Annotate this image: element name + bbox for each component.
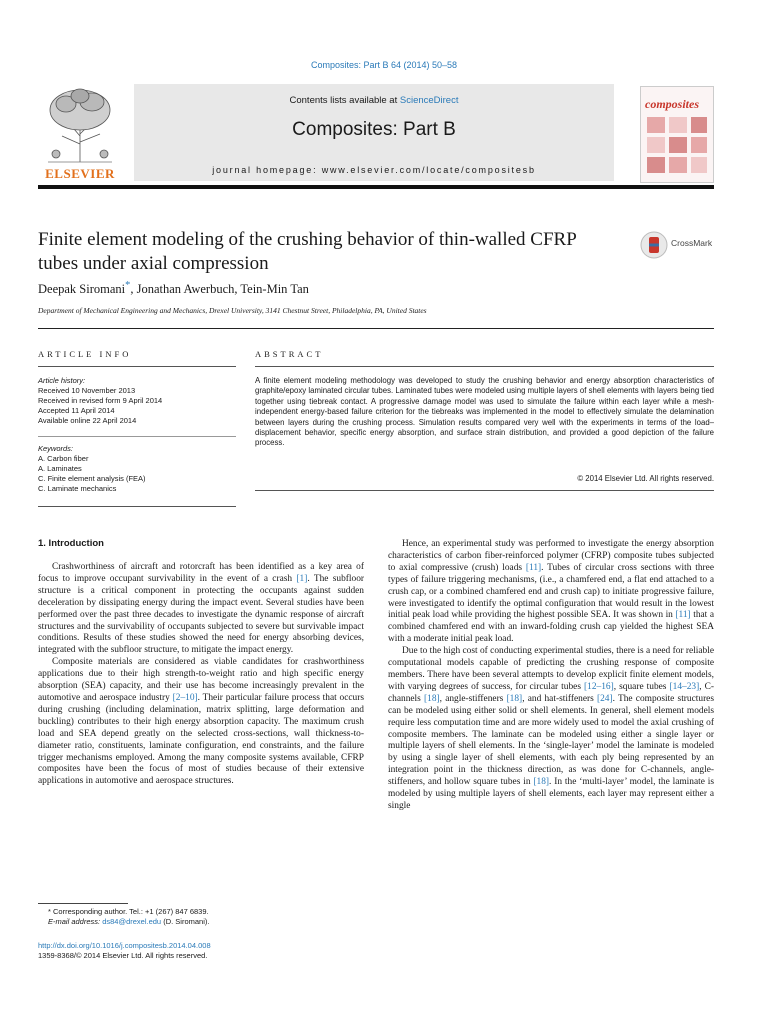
crossmark-icon [640,231,668,259]
paragraph-text: . In the ‘multi-layer’ model, the laminate is modeled by using multiple layers of shell elements, each layer may represent either a single [388,777,714,811]
reference-link[interactable]: [11] [675,610,691,621]
email-label: E-mail address: [48,917,101,926]
footnote-text: Corresponding author. Tel.: +1 (267) 847 6839. [53,907,209,916]
keyword-item: A. Carbon fiber [38,454,89,463]
journal-citation[interactable]: Composites: Part B 64 (2014) 50–58 [310,60,458,70]
contents-prefix: Contents lists available at [289,95,400,106]
history-item: Received 10 November 2013 [38,386,136,395]
body-column-left [38,562,364,788]
abstract-heading: ABSTRACT [255,349,324,359]
paragraph [388,646,714,813]
keyword-item: C. Finite element analysis (FEA) [38,474,146,483]
paragraph-text: , and hat-stiffeners [522,693,597,704]
affiliation: Department of Mechanical Engineering and Mechanics, Drexel University, 3141 Chestnut Street, Philadelphia, PA, United States [38,306,427,315]
article-history [38,376,236,426]
doi-block [38,941,211,961]
reference-link[interactable]: [18] [424,693,440,704]
abstract-copyright: © 2014 Elsevier Ltd. All rights reserved. [577,474,714,483]
issn-line: 1359-8368/© 2014 Elsevier Ltd. All rights reserved. [38,951,208,960]
reference-link[interactable]: [14–23] [669,681,700,692]
paragraph-text: Hence, an experimental study was performed to investigate the energy absorption characteristics of carbon fiber-reinforced polymer (CFRP) composite tubes subjected to axial compressive (crush) loads [388,539,714,573]
crossmark-badge[interactable] [640,230,716,260]
abstract-bottom-rule [255,490,714,491]
abstract-rule [255,366,714,367]
reference-link[interactable]: [18] [533,777,550,788]
elsevier-wordmark: ELSEVIER [45,166,115,181]
paragraph-text: . Tubes of circular cross sections with three types of failure triggering mechanisms, (i.e., a chamfered end, a flat end attached to a crush cap, or a combined chamfered end and crush cap) to initiate progressive failure, were investigated to identify the optimal configuration that would result in the lowest initial peak load while providing the highest possible SEA. It was shown in [388,562,714,621]
paragraph-text: that a combined chamfered end with an inward-folding crush cap yielded the highest SEA with a moderate initial peak load. [388,610,714,645]
author-list [38,280,309,297]
contents-line [134,95,614,106]
footnote-rule [38,903,128,904]
reference-link[interactable]: [2–10] [172,692,198,703]
paragraph-text: , square tubes [613,681,670,692]
paragraph-text: , angle-stiffeners [439,693,507,704]
paragraph-text: Crashworthiness of aircraft and rotorcraft has been identified as a key area of focus to improve occupant survivability in the event of a crash [38,562,364,584]
reference-link[interactable]: [18] [506,693,523,704]
history-label: Article history: [38,376,86,385]
footnote [38,907,364,927]
paragraph [388,539,714,646]
journal-homepage[interactable]: journal homepage: www.elsevier.com/locate/compositesb [212,165,536,175]
author-names: , Jonathan Awerbuch, Tein-Min Tan [130,282,309,297]
history-item: Available online 22 April 2014 [38,416,137,425]
reference-link[interactable]: [12–16] [584,681,614,692]
keywords-rule [38,436,236,437]
footnote-mark: * [48,907,51,916]
reference-link[interactable]: [1] [296,573,308,584]
section-heading: 1. Introduction [38,538,104,549]
abstract-text: A finite element modeling methodology was developed to study the crushing behavior and energy absorption characteristics of graphite/epoxy laminated circular tubes. Laminated tubes were modeled using multiple layers of shell elements with layers being tied together using tiebreak contact. A progressive damage model was used to simulate the failure within each layer while a mesh-independent energy-based failure criterion for the tiebreaks was implemented in the model to effectively simulate the delamination between layers during the crushing process. Simulation results compared very well with the experiments in terms of the load–displacement behavior, specific energy absorption, and surface strain distribution, and provided a good depiction of the failure process. [255,376,714,448]
article-info-rule [38,366,236,367]
paragraph-text: . The composite structures can be modeled using either solid or shell elements. In general, shell element models require less computation time and are more widely used to model the axial crushing of composite members. The laminate can be modeled using either a single layer or multiple layers of shell elements. In the ‘single-layer’ model the laminate is modeled by using a single layer of shell elements, with each ply being represented by an integration point in the thickness direction, as was done for C-channels, angle-stiffeners, and hollow square tubes in [388,693,714,788]
article-info-bottom-rule [38,506,236,507]
corresponding-author-mark[interactable]: * [125,280,131,291]
keywords-label: Keywords: [38,444,74,453]
journal-title: Composites: Part B [292,119,456,140]
paragraph [38,657,364,788]
paragraph-text: Composite materials are considered as viable candidates for crashworthiness applications due to their high strength-to-weight ratio and high specific energy absorption (SEA) capacity, and their use has become increasingly prevalent in the automotive and aerospace industry [38,657,364,703]
article-info-heading: ARTICLE INFO [38,349,132,359]
reference-link[interactable]: [11] [525,562,542,573]
history-item: Accepted 11 April 2014 [38,406,115,415]
title-rule [38,328,714,329]
paragraph-text: , C-channels [388,681,714,704]
keyword-item: A. Laminates [38,464,82,473]
history-item: Received in revised form 9 April 2014 [38,396,163,405]
author-name[interactable]: Deepak Siromani [38,282,126,297]
email-link[interactable]: ds84@drexel.edu [102,917,162,926]
email-suffix: (D. Siromani). [161,917,210,926]
body-column-right [388,539,714,813]
keyword-item: C. Laminate mechanics [38,484,117,493]
journal-cover-thumbnail[interactable] [640,86,714,183]
reference-link[interactable]: [24] [597,693,613,704]
paragraph-text: . Their particular failure process that occurs during crushing (including delamination, matrix splitting, large deformation and buckling) contributes to their high energy absorption capacity. The maximum crush load and SEA depend greatly on the selected cross-sections, wall thickness-to-diameter ratio, constituents, laminate configuration, end constraints, and the failure trigger mechanisms employed. Among the many composite systems available, CFRP composites have been the focus of most of studies because of their extensive applications in automotive and aerospace structures. [38,692,364,787]
paragraph [38,562,364,657]
cover-logo: composites [645,97,699,111]
paragraph-text: . The subfloor structure is a critical component in protecting the occupants against sudden deceleration by dissipating energy during the impact event. Several studies have been performed over the past three decades to investigate the dynamic response of aircraft structures and the survivability of occupants subjected to severe but survivable impact conditions. Results of these studies showed the need for energy absorbing devices, integrated with the subfloor structure, to mitigate the impact energy. [38,573,364,656]
keywords [38,444,236,494]
sciencedirect-link[interactable]: ScienceDirect [399,95,459,106]
paragraph-text: Due to the high cost of conducting experimental studies, there is a need for reliable computational models capable of predicting the crushing response of composite members. There have been several attempts to develop explicit finite element models, with varying degrees of success, for circular tubes [388,646,714,692]
header-rule [38,185,714,189]
doi-link[interactable]: http://dx.doi.org/10.1016/j.compositesb.2014.04.008 [38,941,211,950]
crossmark-label: CrossMark [671,238,713,248]
article-title: Finite element modeling of the crushing behavior of thin-walled CFRP tubes under axial compression [38,229,577,274]
